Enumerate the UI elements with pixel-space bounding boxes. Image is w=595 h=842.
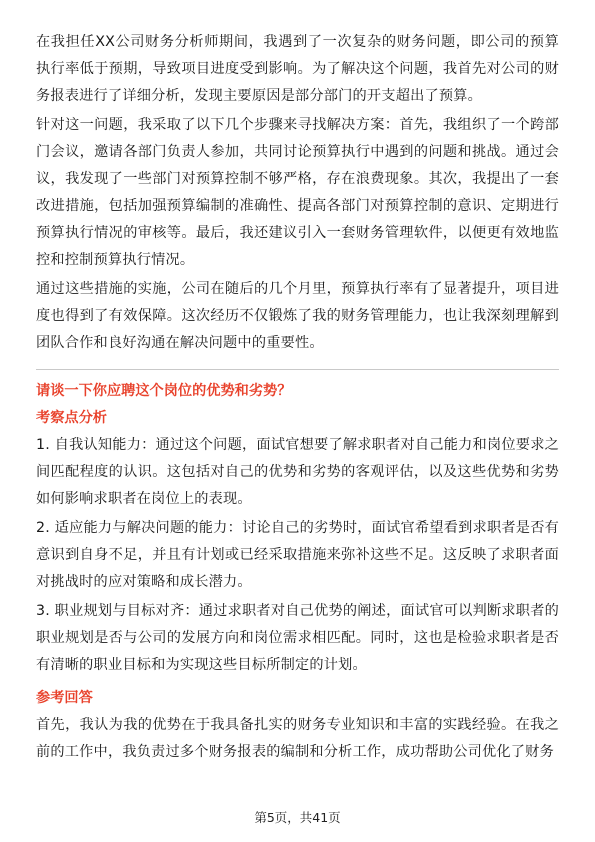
answer-paragraph-2: 针对这一问题，我采取了以下几个步骤来寻找解决方案：首先，我组织了一个跨部门会议，邀请各部门负责人参加，共同讨论预算执行中遇到的问题和挑战。通过会议，我发现了一些部门对预算控制不够严格，存在浪费现象。其次，我提出了一套改进措施，包括加强预算编制的准确性、提高各部门对预算控制的意识、定期进行预算执行情况的审核等。最后，我还建议引入一套财务管理软件，以便更有效地监控和控制预算执行情况。 — [36, 117, 559, 268]
reference-answer-text: 首先，我认为我的优势在于我具备扎实的财务专业知识和丰富的实践经验。在我之前的工作中，我负责过多个财务报表的编制和分析工作，成功帮助公司优化了财务 — [36, 717, 559, 760]
analysis-item-3: 3. 职业规划与目标对齐：通过求职者对自己优势的阐述，面试官可以判断求职者的职业规划是否与公司的发展方向和岗位需求相匹配。同时，这也是检验求职者是否有清晰的职业目标和为实现这些目标所制定的计划。 — [36, 603, 559, 673]
answer-paragraph-1: 在我担任XX公司财务分析师期间，我遇到了一次复杂的财务问题，即公司的预算执行率低于预期，导致项目进度受到影响。为了解决这个问题，我首先对公司的财务报表进行了详细分析，发现主要原因是部分部门的开支超出了预算。 — [36, 34, 559, 104]
section-divider — [36, 369, 559, 370]
answer-paragraph-3: 通过这些措施的实施，公司在随后的几个月里，预算执行率有了显著提升，项目进度也得到了有效保障。这次经历不仅锻炼了我的财务管理能力，也让我深刻理解到团队合作和良好沟通在解决问题中的重要性。 — [36, 281, 559, 351]
analysis-heading: 考察点分析 — [36, 410, 107, 426]
analysis-item-1: 1. 自我认知能力：通过这个问题，面试官想要了解求职者对自己能力和岗位要求之间匹配程度的认识。这包括对自己的优势和劣势的客观评估，以及这些优势和劣势如何影响求职者在岗位上的表现。 — [36, 437, 559, 507]
reference-answer-heading: 参考回答 — [36, 690, 93, 706]
page-number: 第5页，共41页 — [254, 810, 341, 825]
page-content — [36, 29, 559, 766]
interview-question: 请谈一下你应聘这个岗位的优势和劣势？ — [36, 383, 292, 399]
analysis-item-2: 2. 适应能力与解决问题的能力：讨论自己的劣势时，面试官希望看到求职者是否有意识到自身不足，并且有计划或已经采取措施来弥补这些不足。这反映了求职者面对挑战时的应对策略和成长潜力。 — [36, 520, 559, 590]
